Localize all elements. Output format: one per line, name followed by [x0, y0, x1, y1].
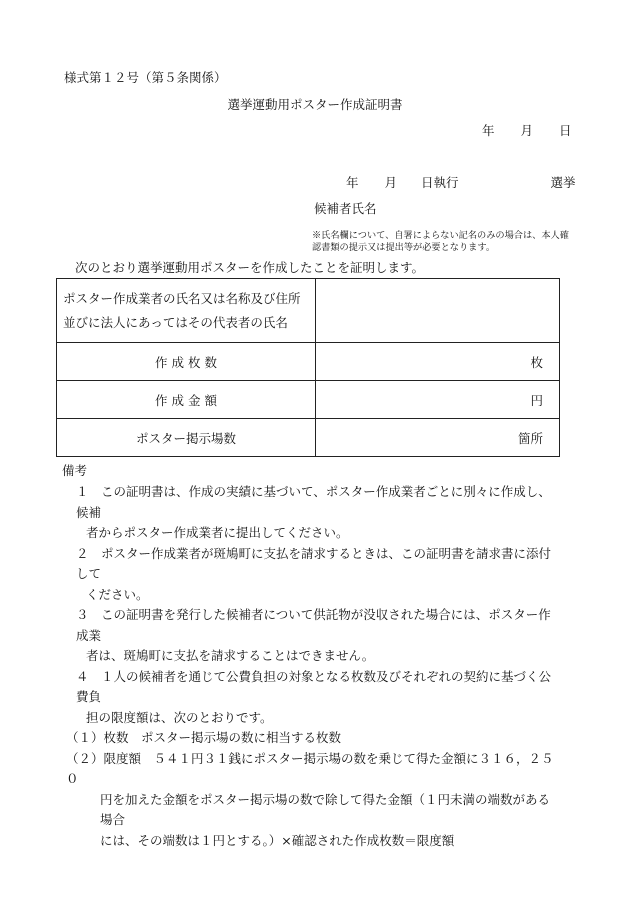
remark-1-line1: １ この証明書は、作成の実績に基づいて、ポスター作成業者ごとに別々に作成し、候補 — [76, 484, 551, 520]
remark-2-line2: ください。 — [86, 586, 149, 602]
table-row — [57, 279, 560, 343]
remark-3-line2: 者は、斑鳩町に支払を請求することはできません。 — [86, 648, 375, 663]
contractor-label-line2: 並びに法人にあってはその代表者の氏名 — [63, 314, 288, 330]
election-name: 選挙 — [550, 175, 576, 190]
quantity-label: 作 成 枚 数 — [57, 343, 316, 381]
contractor-value[interactable] — [316, 279, 560, 343]
amount-value[interactable] — [316, 381, 560, 419]
contractor-label-line1: ポスター作成業者の氏名又は名称及び住所 — [63, 290, 301, 306]
remark-sub-1: （１）枚数 ポスター掲示場の数に相当する枚数 — [66, 730, 342, 745]
amount-unit: 円 — [530, 392, 543, 408]
board-count-value[interactable] — [316, 419, 560, 457]
remark-3-line1: ３ この証明書を発行した候補者について供託物が没収された場合には、ポスター作成業 — [76, 607, 551, 643]
certificate-table — [56, 278, 560, 457]
table-row — [57, 419, 560, 457]
issue-date — [482, 121, 572, 139]
quantity-value[interactable] — [316, 343, 560, 381]
document-title: 選挙運動用ポスター作成証明書 — [227, 97, 403, 112]
board-count-label: ポスター掲示場数 — [57, 419, 316, 457]
date-month: 月 — [520, 123, 534, 138]
lead-text: 次のとおり選挙運動用ポスターを作成したことを証明します。 — [75, 260, 425, 275]
quantity-unit: 枚 — [530, 354, 543, 370]
remark-sub-2-line1: （２）限度額 ５４１円３１銭にポスター掲示場の数を乗じて得た金額に３１６，２５０ — [66, 750, 554, 786]
remark-2-line1: ２ ポスター作成業者が斑鳩町に支払を請求するときは、この証明書を請求書に添付して — [76, 545, 552, 581]
election-year: 年 — [346, 175, 359, 190]
remark-sub-2-line3: には、その端数は１円とする。）×確認された作成枚数＝限度額 — [100, 832, 455, 848]
amount-label: 作 成 金 額 — [57, 381, 316, 419]
election-month: 月 — [384, 175, 398, 190]
remark-sub-2-line2: 円を加えた金額をポスター掲示場の数で除して得た金額（１円未満の端数がある場合 — [100, 791, 551, 827]
election-day-exec: 日執行 — [421, 175, 459, 190]
election-line — [346, 173, 576, 191]
candidate-name-label: 候補者氏名 — [314, 201, 377, 216]
board-count-unit: 箇所 — [517, 430, 543, 446]
date-day: 日 — [559, 123, 572, 138]
remark-1-line2: 者からポスター作成業者に提出してください。 — [86, 525, 349, 540]
table-row — [57, 343, 560, 381]
remark-4-line1: ４ １人の候補者を通じて公費負担の対象となる枚数及びそれぞれの契約に基づく公費負 — [76, 668, 552, 704]
contractor-label — [57, 279, 316, 343]
signature-note: ※氏名欄について、自署によらない記名のみの場合は、本人確認書類の提示又は提出等が必要となります。 — [312, 230, 569, 253]
form-number: 様式第１２号（第５条関係） — [64, 70, 227, 85]
date-year: 年 — [482, 123, 495, 138]
remarks-list — [62, 482, 562, 851]
remarks-heading: 備考 — [62, 463, 88, 478]
remark-4-line2: 担の限度額は、次のとおりです。 — [86, 709, 273, 725]
table-row — [57, 381, 560, 419]
